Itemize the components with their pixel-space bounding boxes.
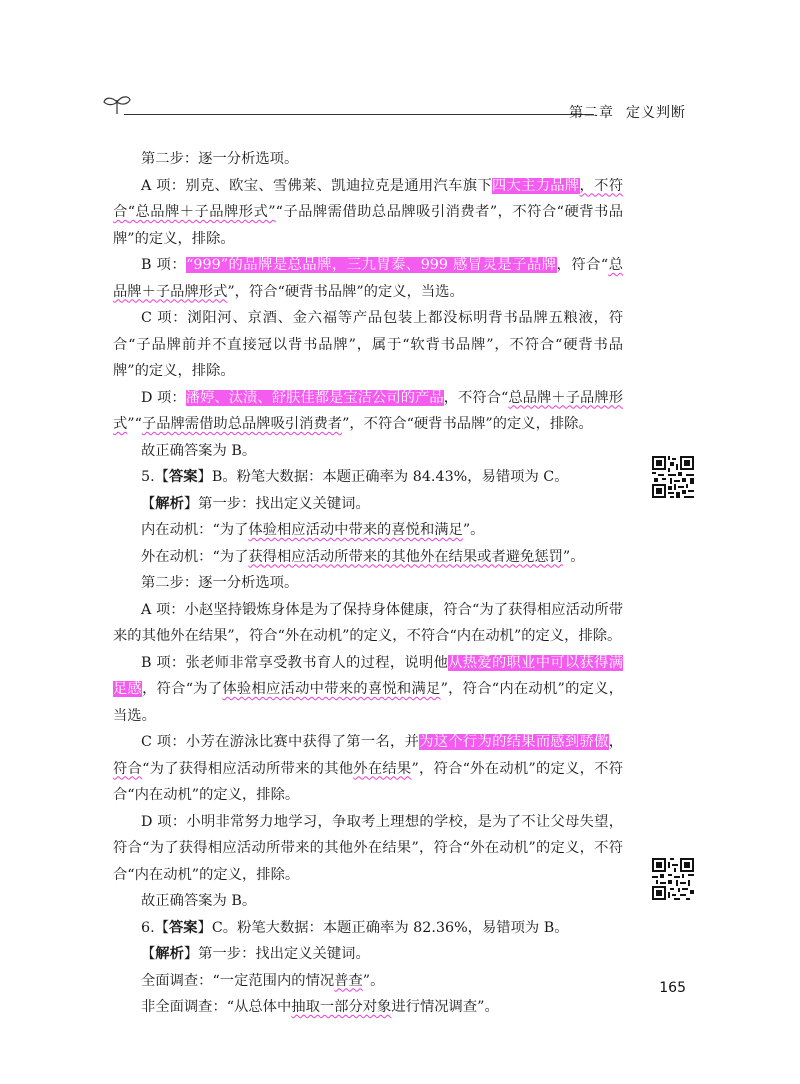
header-rule <box>124 114 594 115</box>
paragraph: 全面调查：“一定范围内的情况普查”。 <box>141 972 385 989</box>
paragraph: 第二步：逐一分析选项。 <box>141 575 299 591</box>
paragraph: D 项：小明非常努力地学习，争取考上理想的学校，是为了不让父母失望，符合“为了获得相应活动所带来的其他外在结果”，符合“外在动机”的定义，不符合“内在动机”的定义，排除。 <box>113 813 623 883</box>
highlight: 从热爱的职业中可以获得满足感 <box>113 654 623 697</box>
paragraph: C 项：小芳在游泳比赛中获得了第一名，并为这个行为的结果而感到骄傲，符合“为了获得相应活动所带来的其他外在结果”，符合“外在动机”的定义，不符合“内在动机”的定义，排除。 <box>113 734 624 803</box>
underline: “总品牌＋子品牌形式” <box>127 204 276 220</box>
paragraph: B 项：张老师非常享受教书育人的过程，说明他从热爱的职业中可以获得满足感，符合“为了体验相应活动中带来的喜悦和满足”，符合“内在动机”的定义，当选。 <box>113 654 624 724</box>
underline: 外在结果 <box>353 760 412 777</box>
chapter-title: 定义判断 <box>626 105 686 121</box>
underline: 获得相应活动所带来的其他外在结果或者避免惩罚 <box>248 548 563 565</box>
answer-label: 答案 <box>168 919 198 936</box>
paragraph: A 项：小赵坚持锻炼身体是为了保持身体健康，符合“为了获得相应活动所带来的其他外在结果”，符合“外在动机”的定义，不符合“内在动机”的定义，排除。 <box>113 601 623 644</box>
paragraph: D 项：潘婷、汰渍、舒肤佳都是宝洁公司的产品，不符合“总品牌＋子品牌形式”“子品牌需借助总品牌吸引消费者”，不符合“硬背书品牌”的定义，排除。 <box>113 389 624 432</box>
paragraph: A 项：别克、欧宝、雪佛莱、凯迪拉克是通用汽车旗下四大主力品牌，不符合“总品牌＋子品牌形式”“子品牌需借助总品牌吸引消费者”，不符合“硬背书品牌”的定义，排除。 <box>113 177 624 247</box>
underline: 符合 <box>113 760 143 777</box>
underline: 抽取一部分对象 <box>291 999 392 1015</box>
header-chapter <box>557 102 686 122</box>
highlight: 四大主力品牌 <box>491 177 580 194</box>
leaf-sprout-icon <box>100 92 134 116</box>
underline: 体验相应活动中带来的喜悦和满足 <box>248 522 463 538</box>
underline: 子品牌需借助总品牌吸引消费者 <box>141 416 343 432</box>
qr-code-icon[interactable] <box>652 456 694 498</box>
qr-code-icon[interactable] <box>652 858 694 900</box>
underline: 总品牌＋子品牌形式 <box>113 257 623 300</box>
paragraph: 【解析】第一步：找出定义关键词。 <box>141 946 370 962</box>
underline: 普查 <box>334 972 363 989</box>
underline: 总品牌＋子品牌形式 <box>113 389 624 432</box>
paragraph: C 项：浏阳河、京酒、金六福等产品包装上都没标明背书品牌五粮液，符合“子品牌前并不直接冠以背书品牌”，属于“软背书品牌”，不符合“硬背书品牌”的定义，排除。 <box>113 310 623 379</box>
paragraph: 第二步：逐一分析选项。 <box>141 151 299 167</box>
paragraph: 故正确答案为 B。 <box>141 893 257 909</box>
paragraph: 6.【答案】C。粉笔大数据：本题正确率为 82.36%，易错项为 B。 <box>141 919 569 936</box>
paragraph: 非全面调查：“从总体中抽取一部分对象进行情况调查”。 <box>141 999 499 1015</box>
running-header <box>100 92 700 132</box>
paragraph: 5.【答案】B。粉笔大数据：本题正确率为 84.43%，易错项为 C。 <box>141 469 569 485</box>
paragraph: 内在动机：“为了体验相应活动中带来的喜悦和满足”。 <box>141 522 485 538</box>
answer-label: 答案 <box>168 469 198 485</box>
page-number: 165 <box>659 980 686 996</box>
highlight: “999”的品牌是总品牌，三九胃泰、999 感冒灵是子品牌 <box>186 257 557 273</box>
paragraph: B 项：“999”的品牌是总品牌，三九胃泰、999 感冒灵是子品牌，符合“总品牌＋子品牌形式”，符合“硬背书品牌”的定义，当选。 <box>113 257 623 300</box>
chapter-label: 第二章 <box>569 105 614 121</box>
paragraph: 外在动机：“为了获得相应活动所带来的其他外在结果或者避免惩罚”。 <box>141 548 585 565</box>
page-body <box>113 146 623 1021</box>
paragraph: 故正确答案为 B。 <box>141 442 257 459</box>
analysis-label: 解析 <box>155 495 184 512</box>
underline: 体验相应活动中带来的喜悦和满足 <box>222 681 441 697</box>
highlight: 为这个行为的结果而感到骄傲 <box>419 734 609 750</box>
analysis-label: 解析 <box>155 946 184 962</box>
paragraph: 【解析】第一步：找出定义关键词。 <box>141 495 370 512</box>
highlight: 潘婷、汰渍、舒肤佳都是宝洁公司的产品 <box>185 389 444 406</box>
